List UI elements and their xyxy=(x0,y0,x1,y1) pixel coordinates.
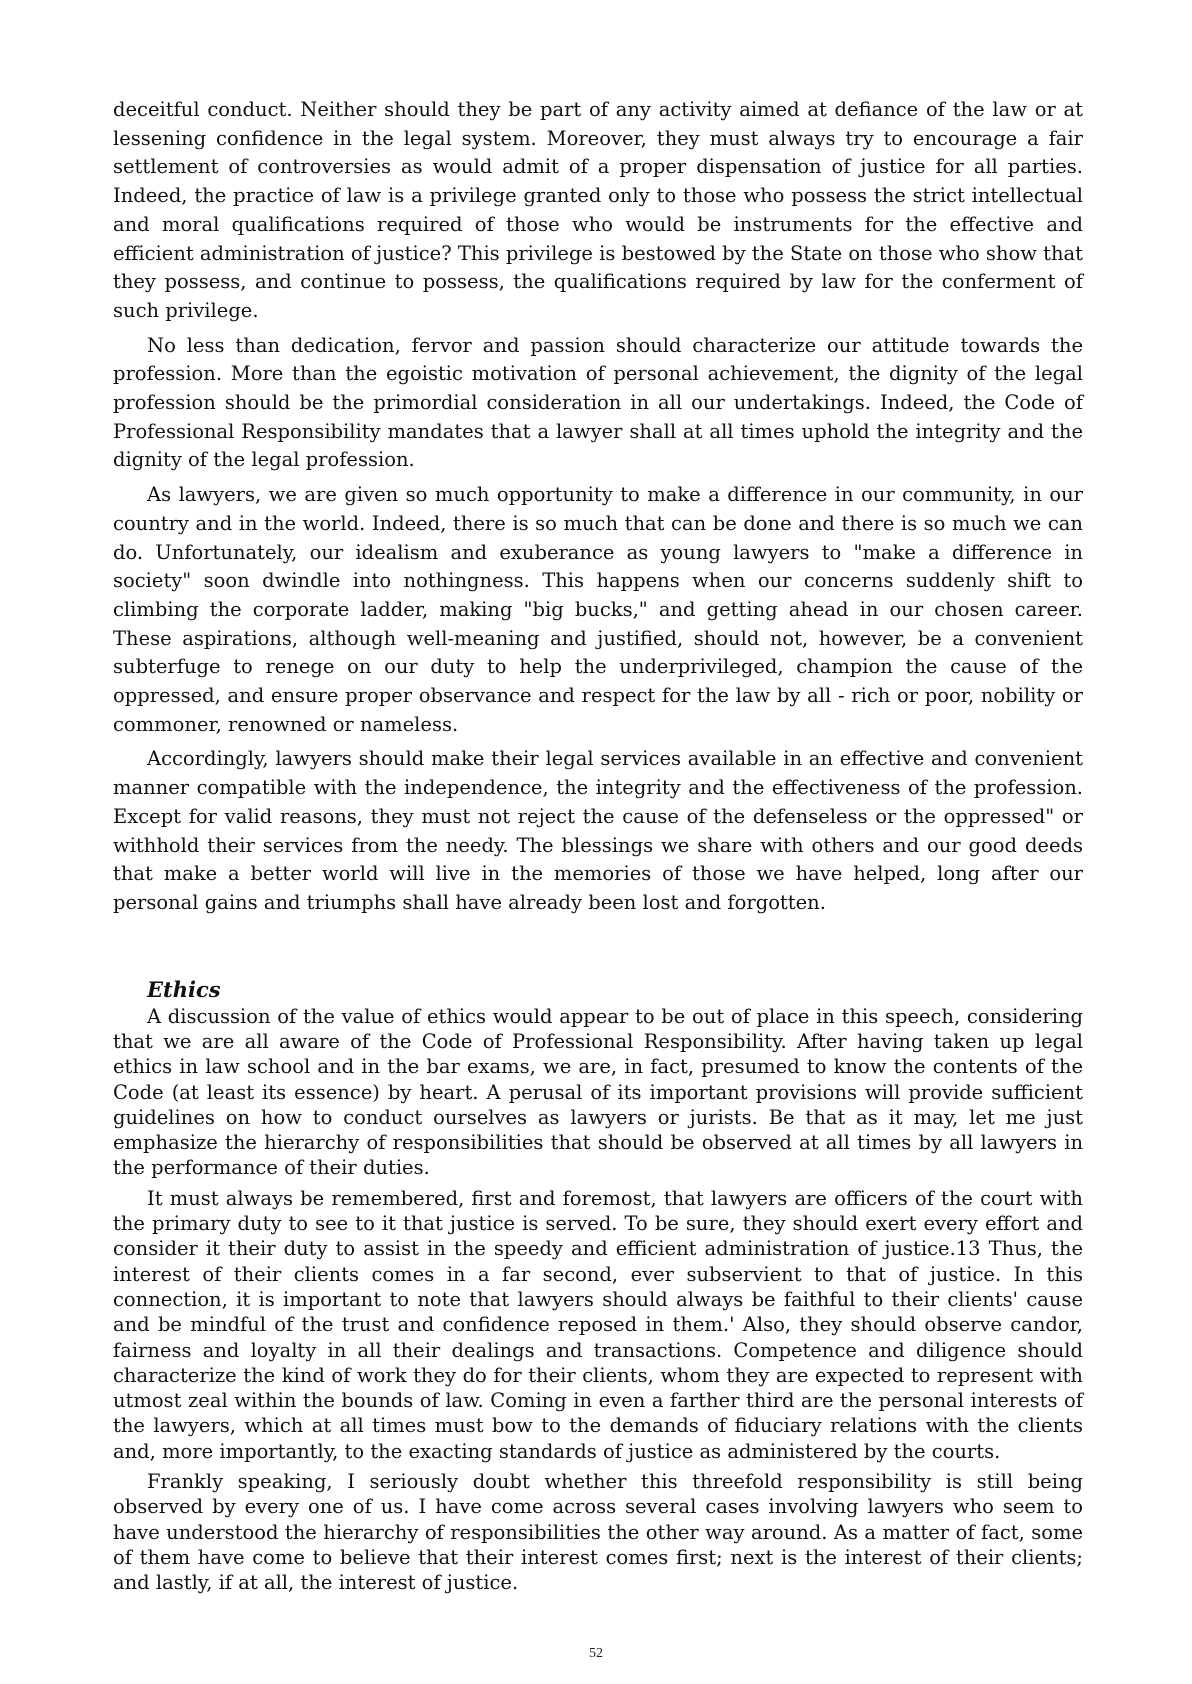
paragraph: It must always be remembered, first and foremost, that lawyers are officers of the court with the primary duty to see to it that justice is served. To be sure, they should exert every effort and consider it their duty to assist in the speedy and efficient administration of justice.13 Thus, the interest of their clients comes in a far second, ever subservient to that of justice. In this connection, it is important to note that lawyers should always be faithful to their clients' cause and be mindful of the trust and confidence reposed in them.' Also, they should observe candor, fairness and loyalty in all their dealings and transactions. Competence and diligence should characterize the kind of work they do for their clients, whom they are expected to represent with utmost zeal within the bounds of law. Coming in even a farther third are the personal interests of the lawyers, which at all times must bow to the demands of fiduciary relations with the clients and, more importantly, to the exacting standards of justice as administered by the courts. xyxy=(113,1186,1083,1463)
paragraph: Frankly speaking, I seriously doubt whether this threefold responsibility is still being observed by every one of us. I have come across several cases involving lawyers who seem to have understood the hierarchy of responsibilities the other way around. As a matter of fact, some of them have come to believe that their interest comes first; next is the interest of their clients; and lastly, if at all, the interest of justice. xyxy=(113,1470,1083,1595)
section-heading-ethics: Ethics xyxy=(147,976,221,1002)
page-number: 52 xyxy=(589,1646,603,1661)
paragraph: A discussion of the value of ethics would appear to be out of place in this speech, considering that we are all aware of the Code of Professional Responsibility. After having taken up legal ethics in law school and in the bar exams, we are, in fact, presumed to know the contents of the Code (at least its essence) by heart. A perusal of its important provisions will provide sufficient guidelines on how to conduct ourselves as lawyers or jurists. Be that as it may, let me just emphasize the hierarchy of responsibilities that should be observed at all times by all lawyers in the performance of their duties. xyxy=(113,1004,1083,1180)
paragraph: No less than dedication, fervor and passion should characterize our attitude towards the profession. More than the egoistic motivation of personal achievement, the dignity of the legal profession should be the primordial consideration in all our undertakings. Indeed, the Code of Professional Responsibility mandates that a lawyer shall at all times uphold the integrity and the dignity of the legal profession. xyxy=(113,333,1083,472)
paragraph: deceitful conduct. Neither should they be part of any activity aimed at defiance of the law or at lessening confidence in the legal system. Moreover, they must always try to encourage a fair settlement of controversies as would admit of a proper dispensation of justice for all parties. Indeed, the practice of law is a privilege granted only to those who possess the strict intellectual and moral qualifications required of those who would be instruments for the effective and efficient administration of justice? This privilege is bestowed by the State on those who show that they possess, and continue to possess, the qualifications required by law for the conferment of such privilege. xyxy=(113,98,1083,322)
paragraph: As lawyers, we are given so much opportunity to make a difference in our community, in our country and in the world. Indeed, there is so much that can be done and there is so much we can do. Unfortunately, our idealism and exuberance as young lawyers to "make a difference in society" soon dwindle into nothingness. This happens when our concerns suddenly shift to climbing the corporate ladder, making "big bucks," and getting ahead in our chosen career. These aspirations, although well-meaning and justified, should not, however, be a convenient subterfuge to renege on our duty to help the underprivileged, champion the cause of the oppressed, and ensure proper observance and respect for the law by all - rich or poor, nobility or commoner, renowned or nameless. xyxy=(113,483,1083,736)
page-body xyxy=(113,96,1083,1596)
paragraph: Accordingly, lawyers should make their legal services available in an effective and convenient manner compatible with the independence, the integrity and the effectiveness of the profession. Except for valid reasons, they must not reject the cause of the defenseless or the oppressed" or withhold their services from the needy. The blessings we share with others and our good deeds that make a better world will live in the memories of those we have helped, long after our personal gains and triumphs shall have already been lost and forgotten. xyxy=(113,747,1083,914)
